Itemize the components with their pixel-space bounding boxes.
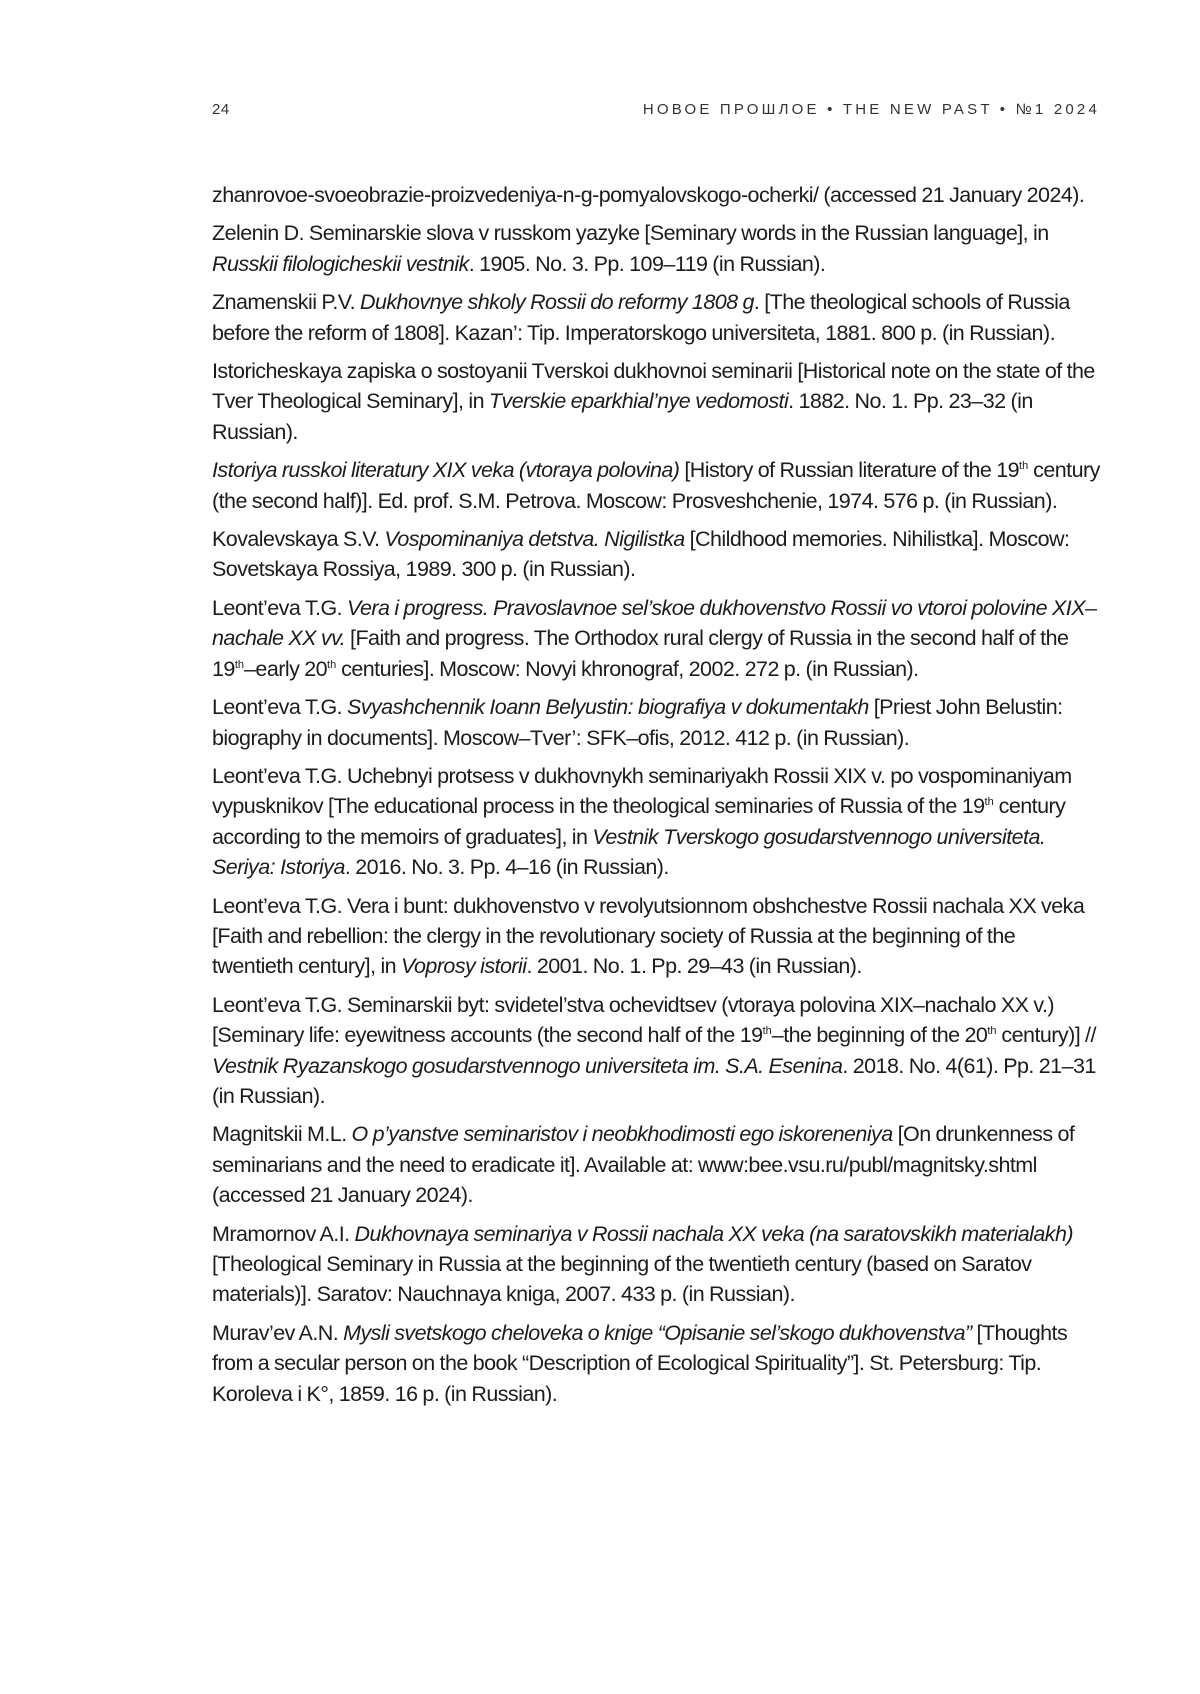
reference-text: . 2001. No. 1. Pp. 29–43 (in Russian). (526, 954, 861, 978)
reference-text: [On drunkenness of seminarians and the need to eradicate it]. Available at: www:bee.vsu.ru/publ/magnitsky.shtml (accessed 21 January 2024). (212, 1122, 1074, 1207)
document-page (0, 0, 1200, 1694)
italic-title: Vera i progress. Pravoslavnoe sel’skoe dukhovenstvo Rossii vo vtoroi polovine XIX–nachale XX vv. (212, 596, 1096, 650)
reference-text: Leont’eva T.G. Seminarskii byt: svidetel’stva ochevidtsev (vtoraya polovina XIX–nachalo XX v.) [Seminary life: eyewitness accounts (the second half of the 19 (212, 993, 1054, 1047)
reference-text: century according to the memoirs of graduates], in (212, 794, 1065, 848)
reference-entry (212, 1119, 1100, 1210)
page-header (212, 101, 1100, 123)
reference-entry (212, 287, 1100, 348)
reference-text: –the beginning of the 20 (772, 1023, 988, 1047)
reference-entry (212, 761, 1100, 883)
italic-title: Russkii filologicheskii vestnik (212, 252, 469, 276)
running-title: НОВОЕ ПРОШЛОЕ • THE NEW PAST • №1 2024 (643, 101, 1100, 118)
reference-text: . [The theological schools of Russia before the reform of 1808]. Kazan’: Tip. Imperatorskogo universiteta, 1881. 800 p. (in Russian). (212, 290, 1070, 344)
reference-entry (212, 524, 1100, 585)
reference-text: –early 20 (244, 657, 327, 681)
reference-text: zhanrovoe-svoeobrazie-proizvedeniya-n-g-pomyalovskogo-ocherki/ (accessed 21 January 2024). (212, 183, 1084, 207)
reference-text: [Priest John Belustin: biography in documents]. Moscow–Tver’: SFK–ofis, 2012. 412 p. (in Russian). (212, 695, 1063, 749)
reference-text: Murav’ev A.N. (212, 1321, 343, 1345)
italic-title: Vestnik Tverskogo gosudarstvennogo universiteta. Seriya: Istoriya (212, 825, 1045, 879)
reference-entry (212, 455, 1100, 516)
reference-text: Zelenin D. Seminarskie slova v russkom yazyke [Seminary words in the Russian language], in (212, 221, 1049, 245)
reference-text: . 2018. No. 4(61). Pp. 21–31 (in Russian). (212, 1054, 1096, 1108)
reference-entry (212, 990, 1100, 1112)
italic-title: Vestnik Ryazanskogo gosudarstvennogo universiteta im. S.A. Esenina (212, 1054, 842, 1078)
reference-text: . 1882. No. 1. Pp. 23–32 (in Russian). (212, 389, 1033, 443)
superscript: th (327, 659, 336, 671)
reference-text: . 2016. No. 3. Pp. 4–16 (in Russian). (345, 855, 669, 879)
italic-title: Mysli svetskogo cheloveka o knige “Opisanie sel’skogo dukhovenstva” (343, 1321, 972, 1345)
reference-text: century)] // (997, 1023, 1096, 1047)
reference-text: Leont’eva T.G. Vera i bunt: dukhovenstvo v revolyutsionnom obshchestve Rossii nachala XX veka [Faith and rebellion: the clergy in the revolutionary society of Russia at the beginning of the twentieth century], in (212, 894, 1084, 979)
reference-list (212, 180, 1100, 1417)
reference-text: Znamenskii P.V. (212, 290, 360, 314)
reference-text: [Childhood memories. Nihilistka]. Moscow: Sovetskaya Rossiya, 1989. 300 p. (in Russian). (212, 527, 1069, 581)
reference-text: centuries]. Moscow: Novyi khronograf, 2002. 272 p. (in Russian). (336, 657, 918, 681)
italic-title: O p’yanstve seminaristov i neobkhodimosti ego iskoreneniya (352, 1122, 893, 1146)
reference-text: century (the second half)]. Ed. prof. S.M. Petrova. Moscow: Prosveshchenie, 1974. 576 p. (in Russian). (212, 458, 1100, 512)
italic-title: Svyashchennik Ioann Belyustin: biografiya v dokumentakh (347, 695, 869, 719)
reference-text: Magnitskii M.L. (212, 1122, 352, 1146)
reference-entry (212, 218, 1100, 279)
italic-title: Tverskie eparkhial’nye vedomosti (489, 389, 788, 413)
italic-title: Voprosy istorii (401, 954, 526, 978)
reference-entry (212, 593, 1100, 684)
italic-title: Vospominaniya detstva. Nigilistka (384, 527, 684, 551)
superscript: th (763, 1025, 772, 1037)
reference-text: Istoricheskaya zapiska o sostoyanii Tverskoi dukhovnoi seminarii [Historical note on the state of the Tver Theological Seminary], in (212, 359, 1095, 413)
reference-text: Leont’eva T.G. (212, 695, 347, 719)
reference-text: [Thoughts from a secular person on the book “Description of Ecological Spirituality”]. St. Petersburg: Tip. Koroleva i K°, 1859. 16 p. (in Russian). (212, 1321, 1067, 1406)
italic-title: Istoriya russkoi literatury XIX veka (vtoraya polovina) (212, 458, 679, 482)
reference-entry (212, 356, 1100, 447)
superscript: th (1019, 460, 1028, 472)
superscript: th (985, 796, 994, 808)
reference-entry (212, 1219, 1100, 1310)
italic-title: Dukhovnaya seminariya v Rossii nachala XX veka (na saratovskikh materialakh) (355, 1222, 1073, 1246)
superscript: th (235, 659, 244, 671)
reference-text: Mramornov A.I. (212, 1222, 355, 1246)
reference-entry (212, 1318, 1100, 1409)
reference-text: Leont’eva T.G. Uchebnyi protsess v dukhovnykh seminariyakh Rossii XIX v. po vospominaniyam vypusknikov [The educational process in the theological seminaries of Russia of the 19 (212, 764, 1072, 818)
italic-title: Dukhovnye shkoly Rossii do reformy 1808 g (360, 290, 754, 314)
reference-text: Leont’eva T.G. (212, 596, 347, 620)
reference-text: [Faith and progress. The Orthodox rural clergy of Russia in the second half of the 19 (212, 626, 1068, 680)
reference-text: Kovalevskaya S.V. (212, 527, 384, 551)
reference-text: [History of Russian literature of the 19 (679, 458, 1019, 482)
reference-entry (212, 180, 1100, 210)
superscript: th (987, 1025, 996, 1037)
reference-entry (212, 692, 1100, 753)
reference-entry (212, 891, 1100, 982)
page-number: 24 (212, 101, 230, 118)
reference-text: [Theological Seminary in Russia at the beginning of the twentieth century (based on Saratov materials)]. Saratov: Nauchnaya kniga, 2007. 433 p. (in Russian). (212, 1252, 1032, 1306)
reference-text: . 1905. No. 3. Pp. 109–119 (in Russian). (469, 252, 826, 276)
